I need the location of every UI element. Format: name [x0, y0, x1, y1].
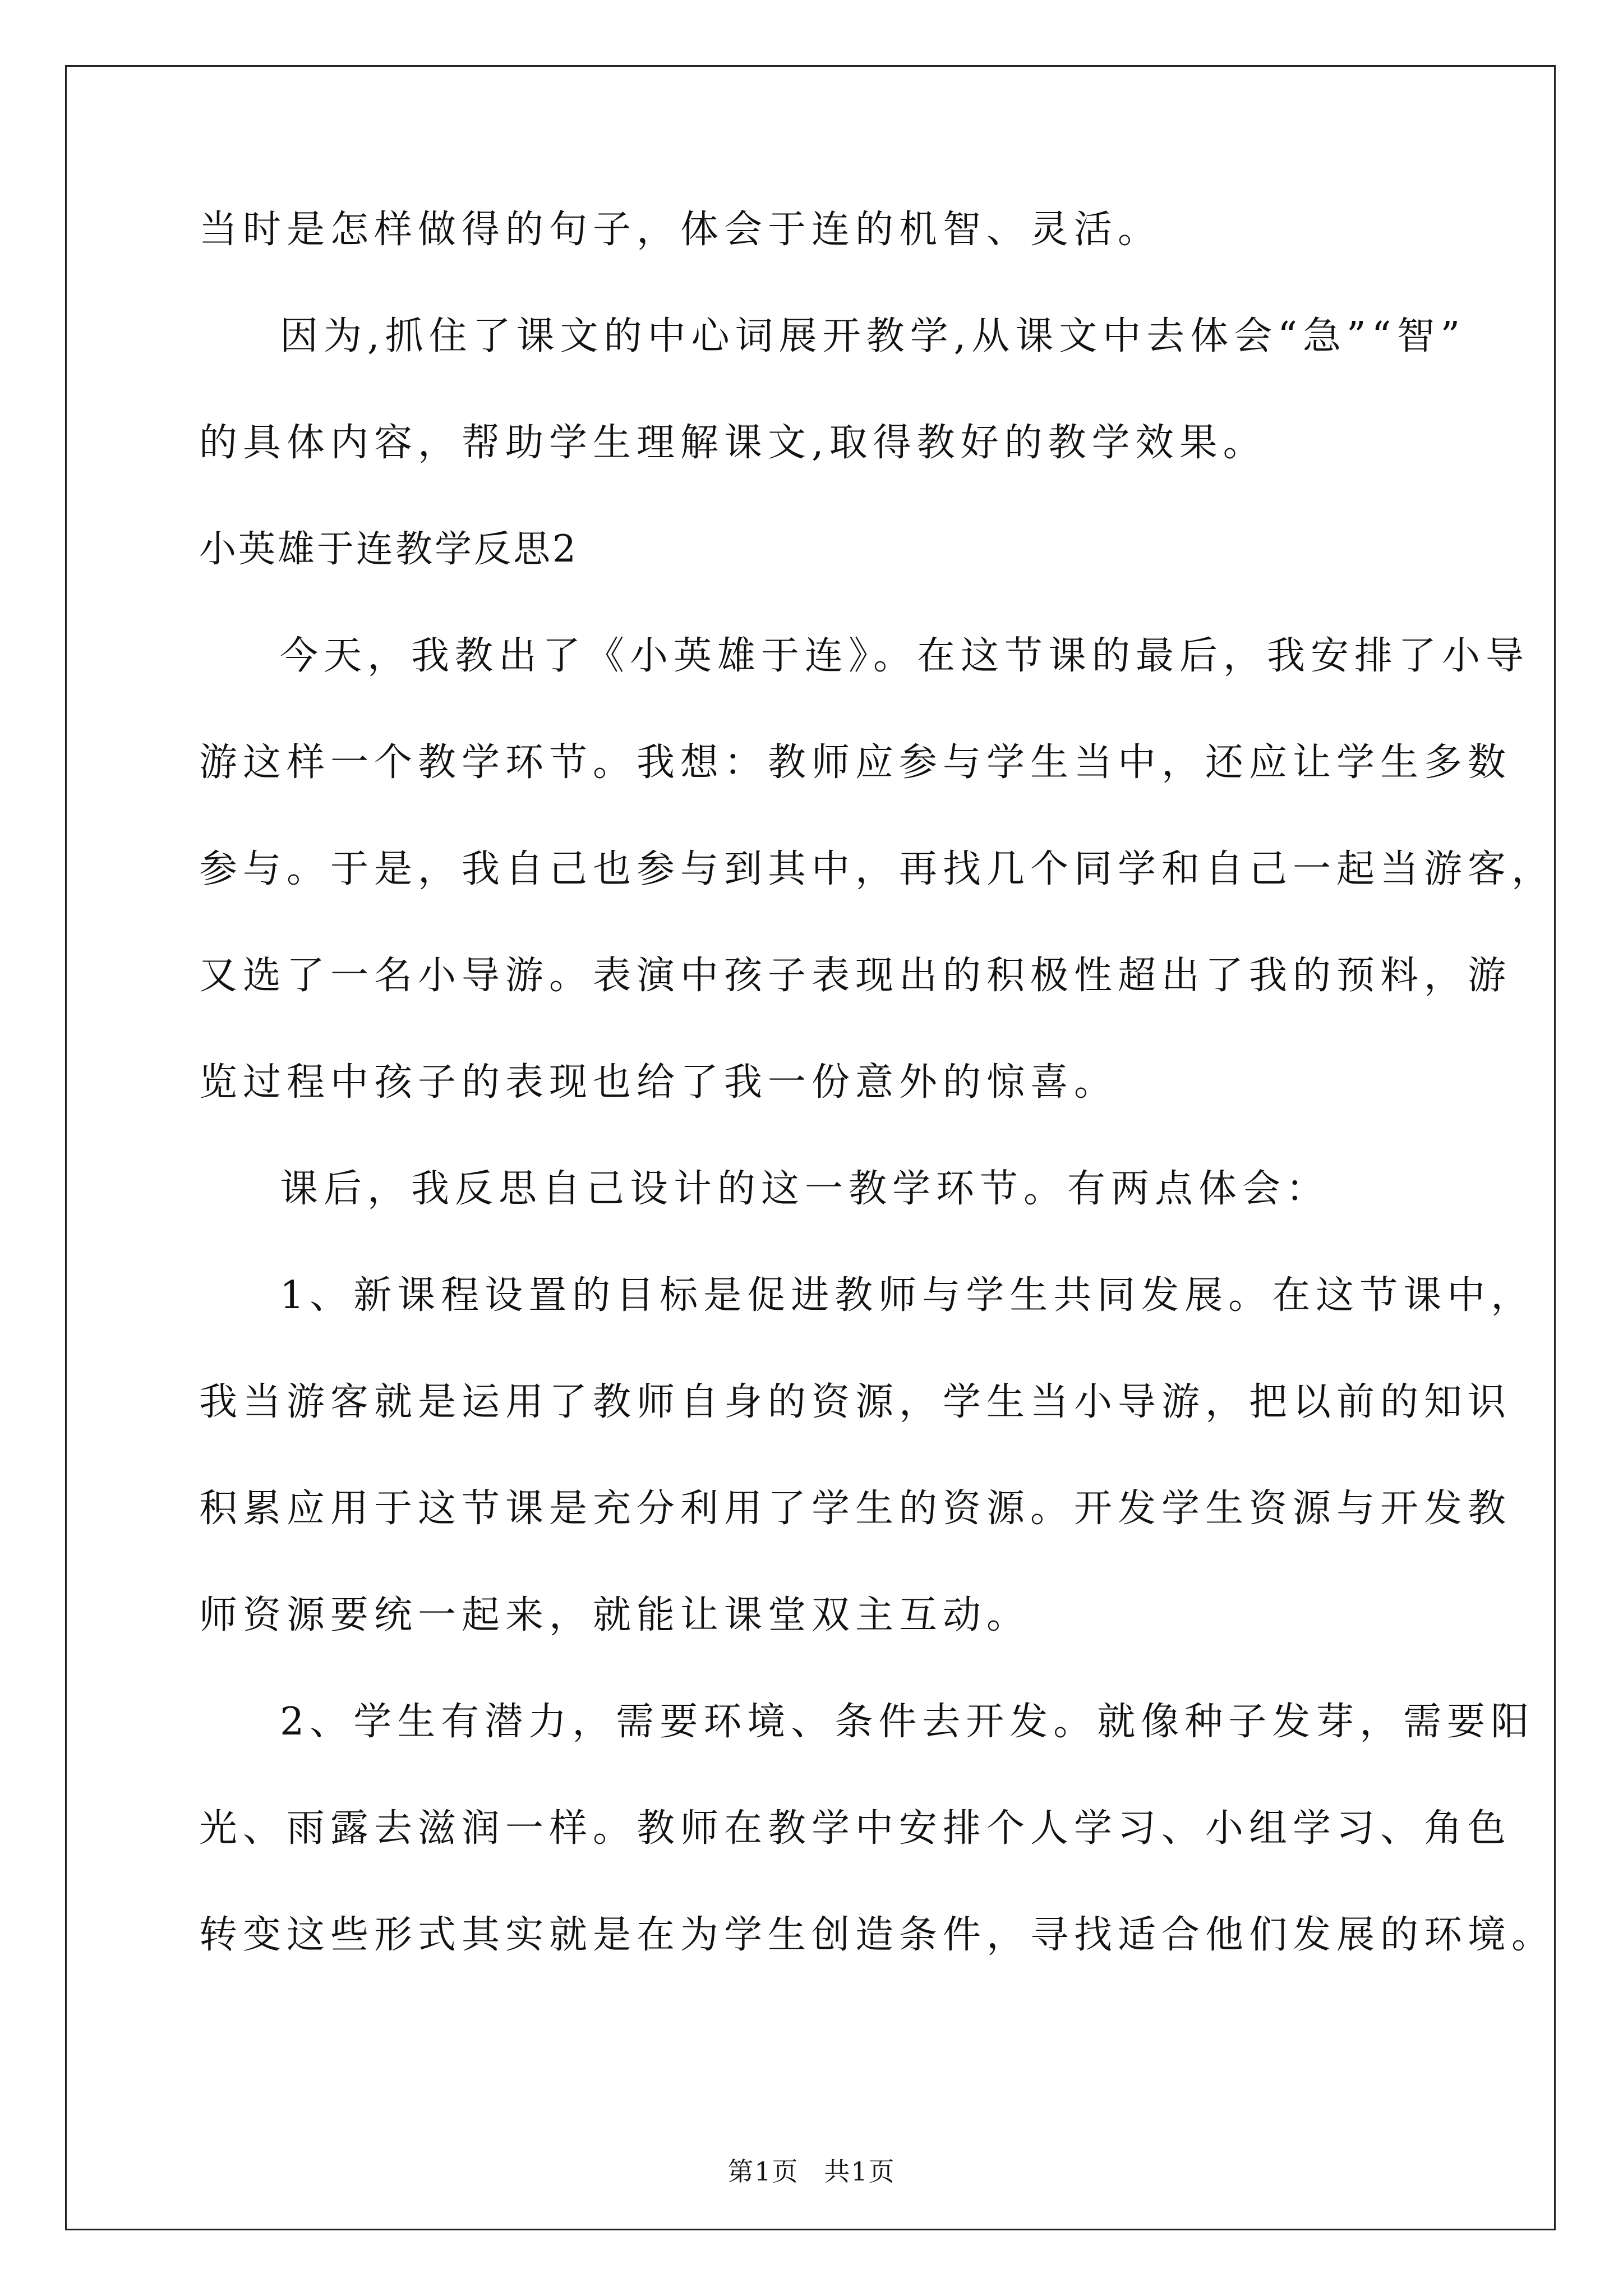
- section-heading: 小英雄于连教学反思2: [199, 527, 578, 570]
- paragraph-line: 今天，我教出了《小英雄于连》。在这节课的最后，我安排了小导: [280, 634, 1530, 678]
- page-number: 第1页: [727, 2156, 799, 2187]
- paragraph-line: 转变这些形式其实就是在为学生创造条件，寻找适合他们发展的环境。: [199, 1913, 1556, 1957]
- paragraph-line: 课后，我反思自己设计的这一教学环节。有两点体会：: [280, 1167, 1330, 1211]
- paragraph-line: 的具体内容，帮助学生理解课文,取得教好的教学效果。: [199, 421, 1267, 465]
- paragraph-line: 当时是怎样做得的句子，体会于连的机智、灵活。: [199, 208, 1162, 252]
- paragraph-line: 又选了一名小导游。表演中孩子表现出的积极性超出了我的预料，游: [199, 954, 1512, 998]
- page-border: [65, 65, 1556, 2230]
- paragraph-line: 因为,抓住了课文的中心词展开教学,从课文中去体会“急”“智”: [280, 314, 1466, 358]
- paragraph-line: 2、学生有潜力，需要环境、条件去开发。就像种子发芽，需要阳: [280, 1700, 1535, 1744]
- paragraph-line: 游这样一个教学环节。我想：教师应参与学生当中，还应让学生多数: [199, 740, 1512, 785]
- paragraph-line: 师资源要统一起来，就能让课堂双主互动。: [199, 1593, 1031, 1637]
- paragraph-line: 积累应用于这节课是充分利用了学生的资源。开发学生资源与开发教: [199, 1487, 1512, 1531]
- paragraph-line: 1、新课程设置的目标是促进教师与学生共同发展。在这节课中，: [280, 1273, 1535, 1318]
- paragraph-line: 光、雨露去滋润一样。教师在教学中安排个人学习、小组学习、角色: [199, 1806, 1512, 1851]
- paragraph-line: 我当游客就是运用了教师自身的资源，学生当小导游，把以前的知识: [199, 1380, 1512, 1424]
- paragraph-line: 览过程中孩子的表现也给了我一份意外的惊喜。: [199, 1060, 1118, 1105]
- page-footer: [0, 2151, 1623, 2188]
- page-total: 共1页: [824, 2156, 896, 2187]
- paragraph-line: 参与。于是，我自己也参与到其中，再找几个同学和自己一起当游客，: [199, 847, 1556, 891]
